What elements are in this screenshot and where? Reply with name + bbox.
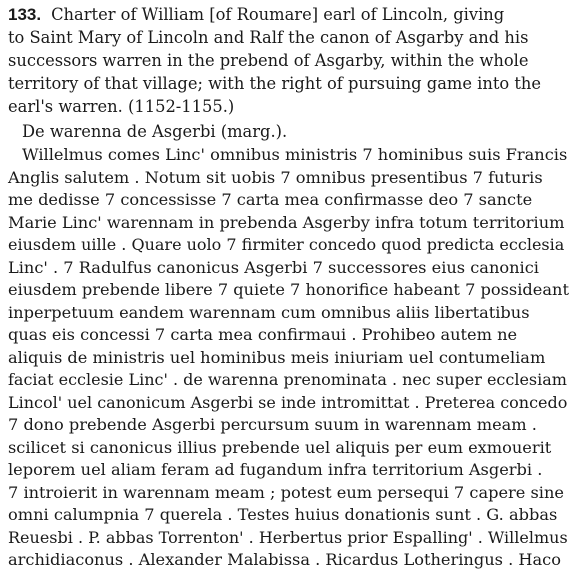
rubric: De warenna de Asgerbi (marg.). (22, 122, 288, 141)
text-line-8: inperpetuum eandem warennam cum omnibus aliis libertatibus (8, 303, 530, 322)
heading-line-3: successors warren in the prebend of Asgarby, within the whole (8, 51, 529, 70)
text-line-3: me dedisse 7 concessisse 7 carta mea confirmasse deo 7 sancte (8, 190, 533, 209)
text-line-13: 7 dono prebende Asgerbi percursum suum in warennam meam . (8, 415, 537, 434)
text-line-19: archidiaconus . Alexander Malabissa . Ricardus Lotheringus . Haco (8, 550, 561, 569)
text-line-16: 7 introierit in warennam meam ; potest eum persequi 7 capere sine (8, 483, 564, 502)
text-line-15: leporem uel aliam feram ad fugandum infra territorium Asgerbi . (8, 460, 543, 479)
text-line-14: scilicet si canonicus illius prebende uel aliquis per eum exmouerit (8, 438, 552, 457)
heading-text: Charter of William [of Roumare] earl of Lincoln, giving (51, 5, 505, 24)
text-line-12: Lincol' uel canonicum Asgerbi se inde intromittat . Preterea concedo (8, 393, 568, 412)
text-line-17: omni calumpnia 7 querela . Testes huius donationis sunt . G. abbas (8, 505, 558, 524)
text-line-5: eiusdem uille . Quare uolo 7 firmiter concedo quod predicta ecclesia (8, 235, 565, 254)
heading-line-4: territory of that village; with the right of pursuing game into the (8, 74, 542, 93)
text-line-2: Anglis salutem . Notum sit uobis 7 omnibus presentibus 7 futuris (8, 168, 543, 187)
text-line-9: quas eis concessi 7 carta mea confirmaui . Prohibeo autem ne (8, 325, 518, 344)
text-line-10: aliquis de ministris uel hominibus meis iniuriam uel contumeliam (8, 348, 546, 367)
heading-line-1 (8, 4, 504, 26)
text-line-6: Linc' . 7 Radulfus canonicus Asgerbi 7 successores eius canonici (8, 258, 539, 277)
heading-line-5: earl's warren. (1152-1155.) (8, 97, 235, 116)
text-line-1: Willelmus comes Linc' omnibus ministris 7 hominibus suis Francis (22, 145, 568, 164)
heading-line-2: to Saint Mary of Lincoln and Ralf the canon of Asgarby and his (8, 28, 529, 47)
charter-number: 133. (8, 5, 42, 24)
text-line-7: eiusdem prebende libere 7 quiete 7 honorifice habeant 7 possideant (8, 280, 569, 299)
text-line-11: faciat ecclesie Linc' . de warenna prenominata . nec super ecclesiam (8, 370, 567, 389)
text-line-4: Marie Linc' warennam in prebenda Asgerby infra totum territorium (8, 213, 565, 232)
text-line-18: Reuesbi . P. abbas Torrenton' . Herbertus prior Espalling' . Willelmus (8, 528, 568, 547)
